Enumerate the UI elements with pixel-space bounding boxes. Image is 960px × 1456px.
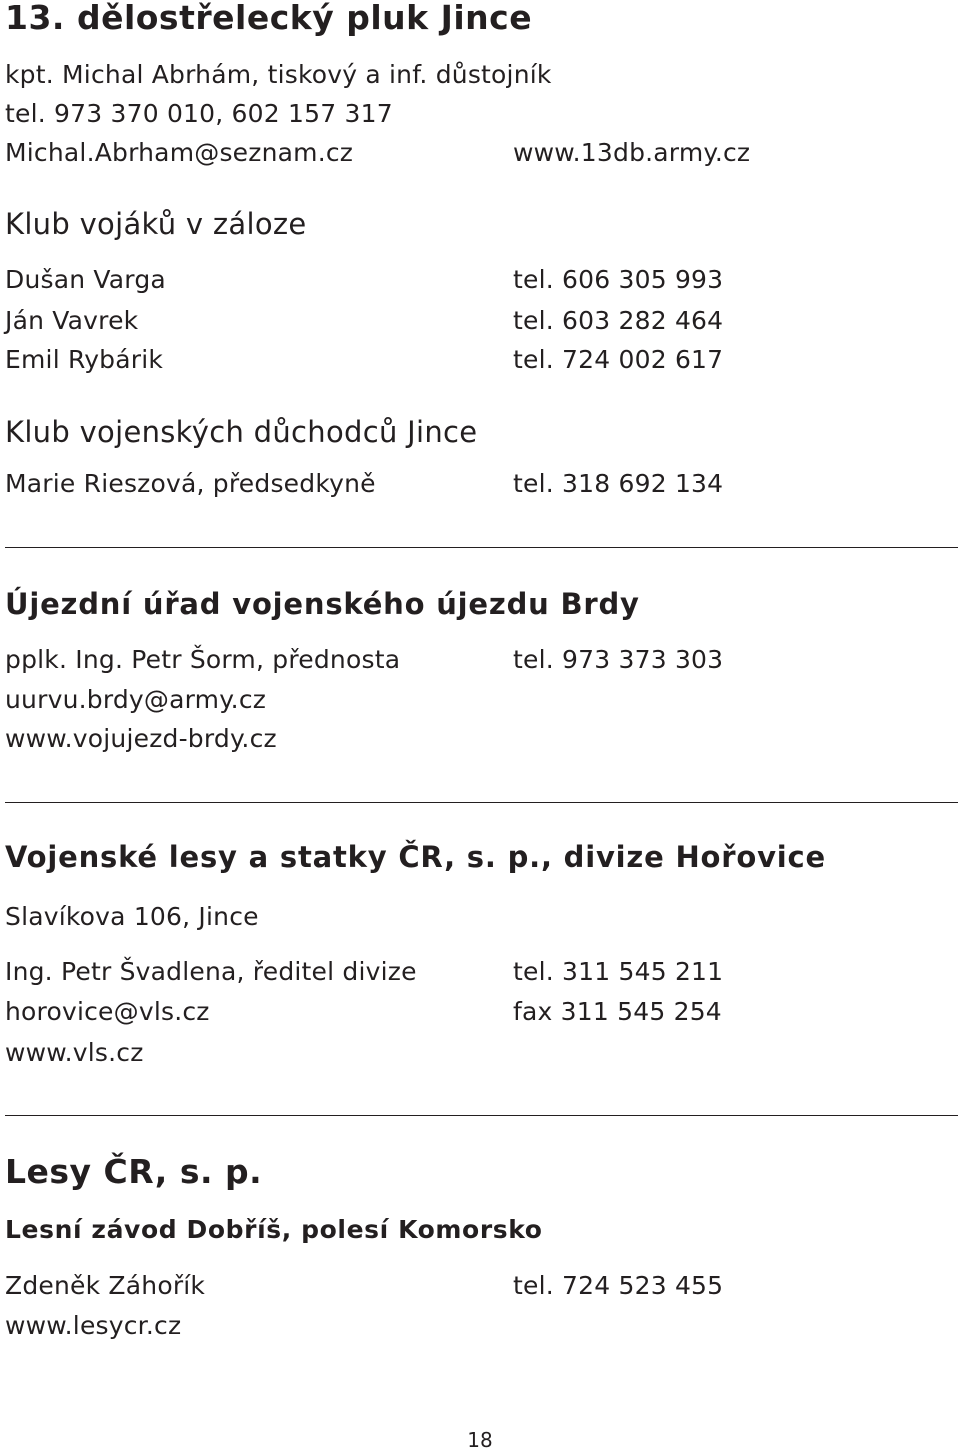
divider (5, 802, 958, 803)
contact-phone: tel. 724 002 617 (513, 345, 724, 374)
section-subtitle: Lesní závod Dobříš, polesí Komorsko (5, 1215, 543, 1244)
email-link[interactable]: Michal.Abrham@seznam.cz (5, 138, 354, 167)
contact-phone: tel. 973 373 303 (513, 645, 724, 674)
contact-phone: tel. 318 692 134 (513, 469, 724, 498)
section-title-lesy-cr: Lesy ČR, s. p. (5, 1152, 263, 1191)
contact-phone: tel. 724 523 455 (513, 1271, 724, 1300)
website-link[interactable]: www.13db.army.cz (513, 138, 751, 167)
contact-person: Zdeněk Záhořík (5, 1271, 206, 1300)
email-link[interactable]: horovice@vls.cz (5, 997, 210, 1026)
phone-numbers: tel. 973 370 010, 602 157 317 (5, 99, 393, 128)
contact-phone: tel. 311 545 211 (513, 957, 724, 986)
divider (5, 547, 958, 548)
section-title-vojenske-lesy: Vojenské lesy a statky ČR, s. p., divize Hořovice (5, 840, 826, 874)
contact-phone: tel. 606 305 993 (513, 265, 724, 294)
contact-name: Marie Rieszová, předsedkyně (5, 469, 376, 498)
section-title-klub-vojaku: Klub vojáků v záloze (5, 207, 307, 241)
contact-person: pplk. Ing. Petr Šorm, přednosta (5, 645, 401, 674)
website-link[interactable]: www.vls.cz (5, 1038, 144, 1067)
divider (5, 1115, 958, 1116)
contact-name: Dušan Varga (5, 265, 166, 294)
contact-name: Emil Rybárik (5, 345, 164, 374)
section-title-delostrelecky-pluk: 13. dělostřelecký pluk Jince (5, 0, 533, 37)
address: Slavíkova 106, Jince (5, 902, 259, 931)
website-link[interactable]: www.lesycr.cz (5, 1311, 182, 1340)
contact-person: kpt. Michal Abrhám, tiskový a inf. důstojník (5, 60, 552, 89)
page-number: 18 (467, 1428, 493, 1452)
section-title-klub-duchodcu: Klub vojenských důchodců Jince (5, 415, 478, 449)
contact-phone: tel. 603 282 464 (513, 306, 724, 335)
website-link[interactable]: www.vojujezd-brdy.cz (5, 724, 277, 753)
contact-name: Ján Vavrek (5, 306, 139, 335)
email-link[interactable]: uurvu.brdy@army.cz (5, 685, 267, 714)
section-title-ujezdni-urad: Újezdní úřad vojenského újezdu Brdy (5, 587, 640, 621)
contact-fax: fax 311 545 254 (513, 997, 722, 1026)
contact-person: Ing. Petr Švadlena, ředitel divize (5, 957, 417, 986)
